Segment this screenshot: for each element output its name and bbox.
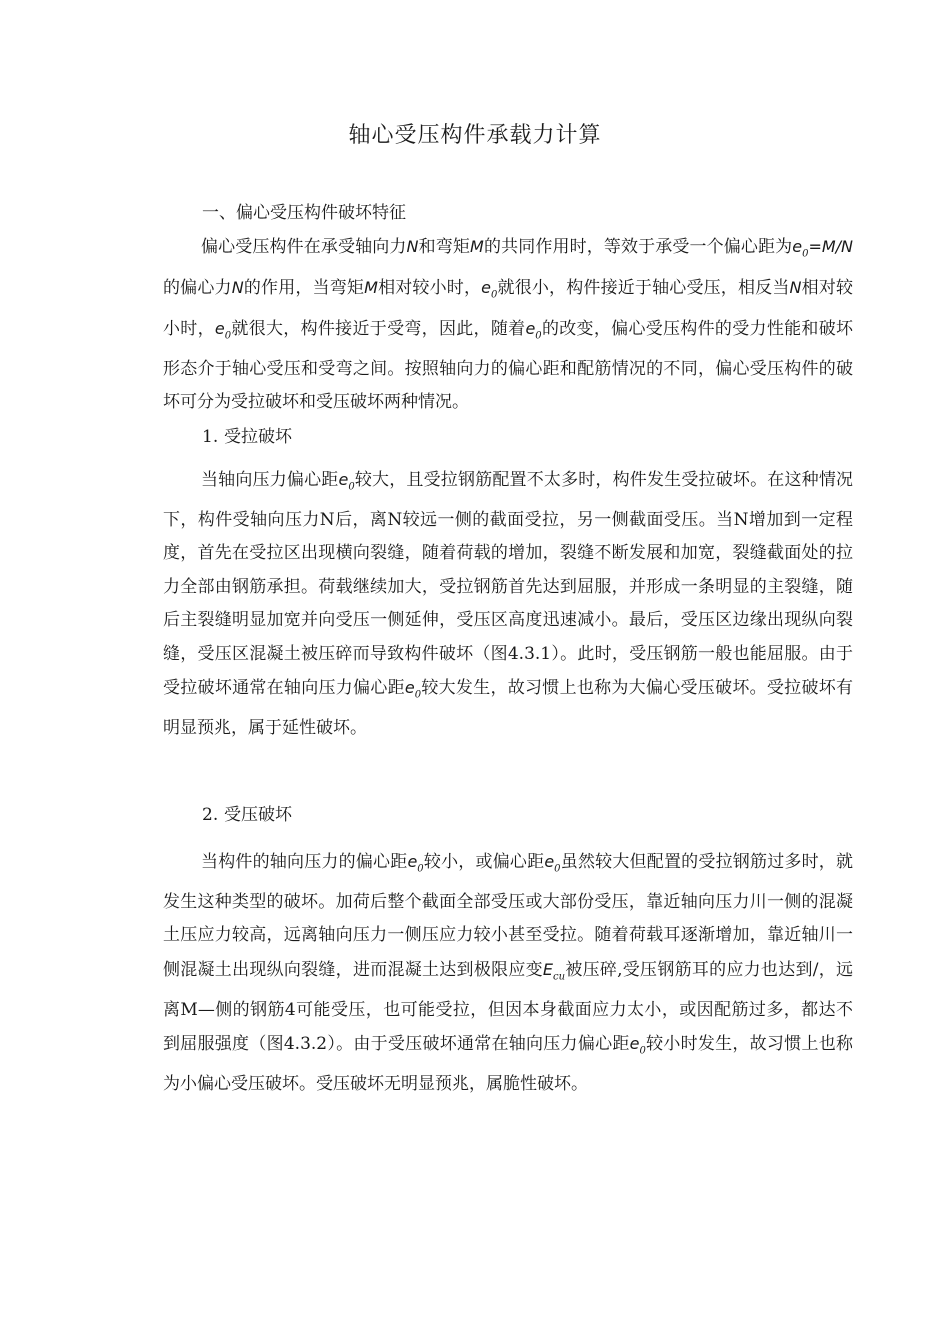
- page-title: 轴心受压构件承载力计算: [348, 123, 602, 148]
- subheading-compression-failure: 2. 受压破坏: [202, 805, 292, 825]
- subheading-tension-failure: 1. 受拉破坏: [202, 427, 292, 447]
- compression-failure-paragraph: 当构件的轴向压力的偏心距$e_0$较小，或偏心距$e_0$虽然较大但配置的受拉钢筋过多时，就发生这种类型的破坏。加荷后整个截面全部受压或大部份受压，靠近轴向压力川一侧的混凝土压应力较高，远离轴向压力一侧压应力较小甚至受拉。随着荷载耳逐渐增加，靠近轴川一侧混凝土出现纵向裂缝，进而混凝土达到极限应变$E_{cu}$被压碎,受压钢筋耳的应力也达到/，远离M—侧的钢筋4可能受压，也可能受拉，但因本身截面应力太小，或因配筋过多，都达不到屈服强度（图4.3.2）。由于受压破坏通常在轴向压力偏心距$e_0$较小时发生，故习惯上也称为小偏心受压破坏。受压破坏无明显预兆，属脆性破坏。: [163, 852, 854, 1095]
- tension-failure-paragraph: 当轴向压力偏心距$e_0$较大，且受拉钢筋配置不太多时，构件发生受拉破坏。在这种情况下，构件受轴向压力N后，离N较远一侧的截面受拉，另一侧截面受压。当N增加到一定程度，首先在受拉区出现横向裂缝，随着荷载的增加，裂缝不断发展和加宽，裂缝截面处的拉力全部由钢筋承担。荷载继续加大，受拉钢筋首先达到屈服，并形成一条明显的主裂缝，随后主裂缝明显加宽并向受压一侧延伸，受压区高度迅速减小。最后，受压区边缘出现纵向裂缝，受压区混凝土被压碎而导致构件破坏（图4.3.1）。此时，受压钢筋一般也能屈服。由于受拉破坏通常在轴向压力偏心距$e_0$较大发生，故习惯上也称为大偏心受压破坏。受拉破坏有明显预兆，属于延性破坏。: [163, 470, 854, 739]
- intro-paragraph: 偏心受压构件在承受轴向力N和弯矩M的共同作用时，等效于承受一个偏心距为$e_0=M/N$的偏心力N的作用，当弯矩M相对较小时，$e_0$就很小，构件接近于轴心受压，相反当N相对较小时，$e_0$就很大，构件接近于受弯，因此，随着$e_0$的改变，偏心受压构件的受力性能和破坏形态介于轴心受压和受弯之间。按照轴向力的偏心距和配筋情况的不同，偏心受压构件的破坏可分为受拉破坏和受压破坏两种情况。: [163, 237, 854, 413]
- section-heading: 一、偏心受压构件破坏特征: [202, 203, 406, 223]
